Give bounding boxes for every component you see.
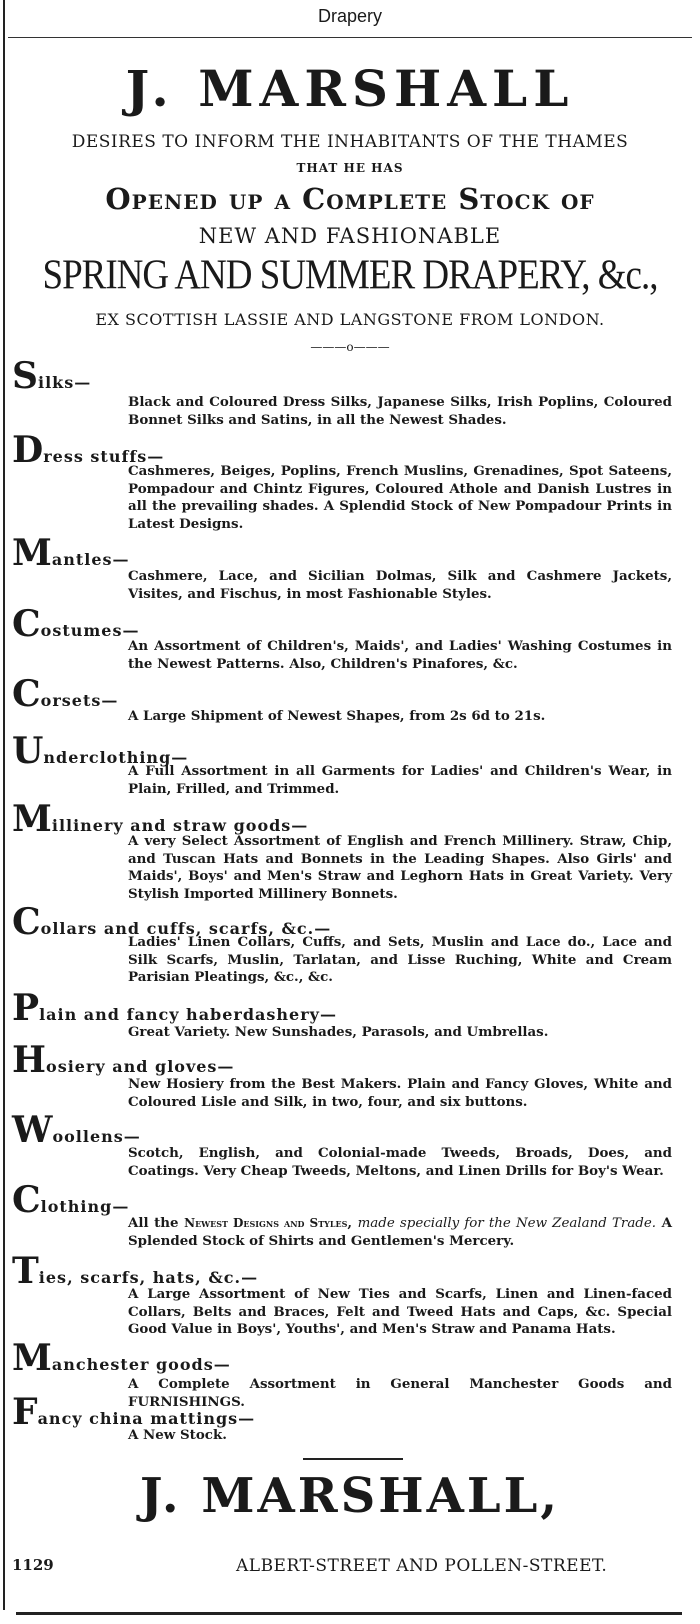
category-description: Cashmere, Lace, and Sicilian Dolmas, Silk and Cashmere Jackets, Visites, and Fischus, in most Fashionable Styles. xyxy=(128,568,672,602)
footer-address: ALBERT-STREET AND POLLEN-STREET. xyxy=(236,1556,608,1576)
category-heading: Silks— xyxy=(12,355,92,397)
footer-divider xyxy=(303,1458,403,1460)
category-description: A Complete Assortment in General Manchester Goods and FURNISHINGS. xyxy=(128,1376,672,1410)
footer-merchant-name: J. MARSHALL, xyxy=(139,1468,561,1524)
ad-number: 1129 xyxy=(12,1556,54,1574)
section-header: Drapery xyxy=(317,6,383,26)
headline-drapery: SPRING AND SUMMER DRAPERY, &c., xyxy=(42,251,658,300)
category-description: A Full Assortment in all Garments for Ladies' and Children's Wear, in Plain, Frilled, and Trimmed. xyxy=(128,763,672,797)
intro-line-2: THAT HE HAS xyxy=(296,161,404,175)
category-heading: Manchester goods— xyxy=(12,1337,231,1379)
category-description: Ladies' Linen Collars, Cuffs, and Sets, Muslin and Lace do., Lace and Silk Scarfs, Muslin, Tarlatan, and Lisse Ruching, White and Cream Parisian Pleatings, &c., &c. xyxy=(128,934,672,985)
category-heading: Underclothing— xyxy=(12,730,189,772)
category-heading: Dress stuffs— xyxy=(12,429,165,471)
category-description: Scotch, English, and Colonial-made Tweeds, Broads, Does, and Coatings. Very Cheap Tweeds, Meltons, and Linen Drills for Boy's Wear. xyxy=(128,1145,672,1179)
category-description: A very Select Assortment of English and French Millinery. Straw, Chip, and Tuscan Hats and Bonnets in the Leading Shapes. Also Girls' and Maids', Boys' and Men's Straw and Leghorn Hats in Great Variety. Very Stylish Imported Millinery Bonnets. xyxy=(128,833,672,902)
category-description: Cashmeres, Beiges, Poplins, French Muslins, Grenadines, Spot Sateens, Pompadour and Chintz Figures, Coloured Athole and Danish Lustres in all the prevailing shades. A Splendid Stock of New Pompadour Prints in Latest Designs. xyxy=(128,463,672,532)
headline-fashionable: NEW AND FASHIONABLE xyxy=(198,224,502,248)
category-heading: Hosiery and gloves— xyxy=(12,1039,235,1081)
category-heading: Woollens— xyxy=(12,1109,141,1151)
bottom-border-rule xyxy=(16,1612,682,1615)
category-description: All the Newest Designs and Styles, made specially for the New Zealand Trade. A Splended Stock of Shirts and Gentlemen's Mercery. xyxy=(128,1215,673,1249)
shipment-line: EX SCOTTISH LASSIE AND LANGSTONE FROM LONDON. xyxy=(95,310,605,329)
category-description: New Hosiery from the Best Makers. Plain and Fancy Gloves, White and Coloured Lisle and Silk, in two, four, and six buttons. xyxy=(128,1076,672,1110)
ornament-divider: ———o——— xyxy=(310,340,390,354)
category-heading: Clothing— xyxy=(12,1179,130,1221)
category-description: A Large Shipment of Newest Shapes, from 2s 6d to 21s. xyxy=(128,708,546,724)
category-heading: Ties, scarfs, hats, &c.— xyxy=(12,1250,259,1292)
category-heading: Plain and fancy haberdashery— xyxy=(12,987,337,1029)
category-description: Black and Coloured Dress Silks, Japanese Silks, Irish Poplins, Coloured Bonnet Silks and Satins, in all the Newest Shades. xyxy=(128,394,672,428)
category-heading: Collars and cuffs, scarfs, &c.— xyxy=(12,901,332,943)
category-description: A New Stock. xyxy=(128,1427,227,1443)
category-description: A Large Assortment of New Ties and Scarfs, Linen and Linen-faced Collars, Belts and Braces, Felt and Tweed Hats and Caps, &c. Special Good Value in Boys', Youths', and Men's Straw and Panama Hats. xyxy=(128,1286,672,1337)
merchant-name: J. MARSHALL xyxy=(125,59,575,118)
category-heading: Corsets— xyxy=(12,673,119,715)
intro-line: DESIRES TO INFORM THE INHABITANTS OF THE THAMES xyxy=(71,132,629,152)
category-heading: Millinery and straw goods— xyxy=(12,798,309,840)
header-divider xyxy=(8,37,692,38)
category-description: An Assortment of Children's, Maids', and Ladies' Washing Costumes in the Newest Patterns. Also, Children's Pinafores, &c. xyxy=(128,638,672,672)
category-heading: Costumes— xyxy=(12,603,140,645)
category-heading: Fancy china mattings— xyxy=(12,1391,256,1433)
headline-stock: Opened up a Complete Stock of xyxy=(105,182,595,216)
category-description: Great Variety. New Sunshades, Parasols, and Umbrellas. xyxy=(128,1024,549,1040)
category-heading: Mantles— xyxy=(12,532,130,574)
